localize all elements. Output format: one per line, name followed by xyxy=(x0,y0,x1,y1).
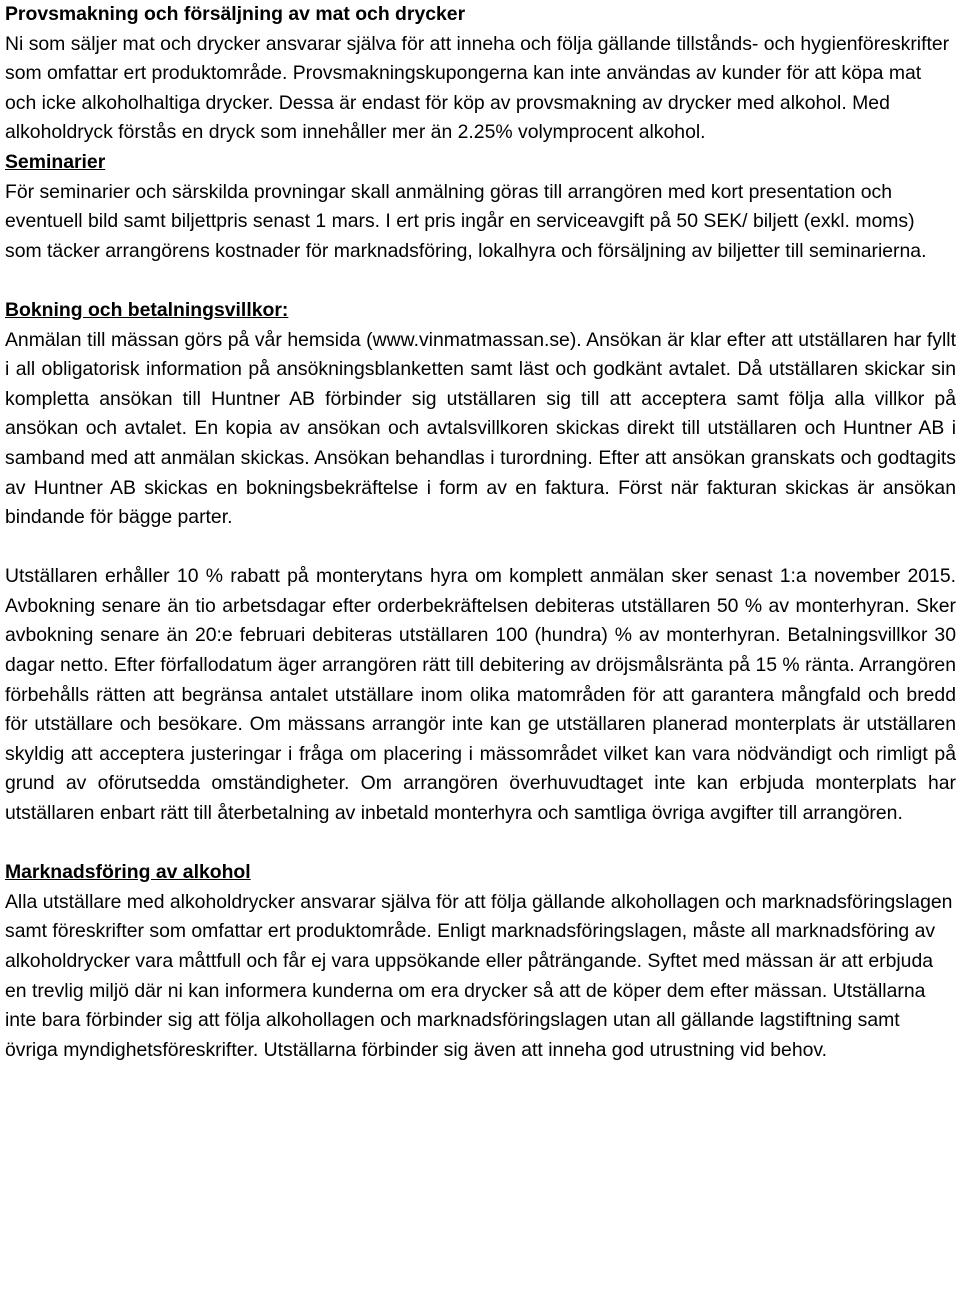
spacer xyxy=(5,829,956,859)
section-title-seminarier: Seminarier xyxy=(5,150,106,173)
section-title-marknadsforing: Marknadsföring av alkohol xyxy=(5,861,251,884)
paragraph-bokning-ansokan: Anmälan till mässan görs på vår hemsida (www.vinmatmassan.se). Ansökan är klar efter att utställaren har fyllt i all obligatorisk information på ansökningsblanketten samt läst och godkänt avtalet. Då utställaren skickar sin kompletta ansökan till Huntner AB förbinder sig utställaren sig till att acceptera samt följa alla villkor på ansökan och avtalet. En kopia av ansökan och avtalsvillkoren skickas direkt till utställaren och Huntner AB i samband med att anmälan skickas. Ansökan behandlas i turordning. Efter att ansökan granskats och godtagits av Huntner AB skickas en bokningsbekräftelse i form av en faktura. Först när fakturan skickas är ansökan bindande för bägge parter. xyxy=(5,328,956,529)
section-bokning xyxy=(5,296,956,829)
section-title-provsmakning: Provsmakning och försäljning av mat och drycker xyxy=(5,3,466,25)
spacer xyxy=(5,266,956,296)
section-title-bokning: Bokning och betalningsvillkor: xyxy=(5,298,289,321)
section-provsmakning xyxy=(5,0,956,148)
section-seminarier xyxy=(5,148,956,266)
paragraph-marknadsforing: Alla utställare med alkoholdrycker ansvarar själva för att följa gällande alkohollagen och marknadsföringslagen samt föreskrifter som omfattar ert produktområde. Enligt marknadsföringslagen, måste all marknadsföring av alkoholdrycker vara måttfull och får ej vara uppsökande eller påträngande. Syftet med mässan är att erbjuda en trevlig miljö där ni kan informera kunderna om era drycker så att de köper dem efter mässan. Utställarna inte bara förbinder sig att följa alkohollagen och marknadsföringslagen utan all gällande lagstiftning samt övriga myndighetsföreskrifter. Utställarna förbinder sig även att inneha god utrustning vid behov. xyxy=(5,890,953,1061)
spacer xyxy=(5,533,956,563)
paragraph-bokning-villkor: Utställaren erhåller 10 % rabatt på monterytans hyra om komplett anmälan sker senast 1:a november 2015. Avbokning senare än tio arbetsdagar efter orderbekräftelsen debiteras utställaren 50 % av monterhyran. Sker avbokning senare än 20:e februari debiteras utställaren 100 (hundra) % av monterhyran. Betalningsvillkor 30 dagar netto. Efter förfallodatum äger arrangören rätt till debitering av dröjsmålsränta på 15 % ränta. Arrangören förbehålls rätten att begränsa antalet utställare inom olika matområden för att garantera mångfald och bredd för utställare och besökare. Om mässans arrangör inte kan ge utställaren planerad monterplats är utställaren skyldig att acceptera justeringar i fråga om placering i mässområdet vilket kan vara nödvändigt och rimligt på grund av oförutsedda omständigheter. Om arrangören överhuvudtaget inte kan erbjuda monterplats har utställaren enbart rätt till återbetalning av inbetald monterhyra och samtliga övriga avgifter till arrangören. xyxy=(5,565,956,825)
paragraph-provsmakning: Ni som säljer mat och drycker ansvarar själva för att inneha och följa gällande tillstånds- och hygienföreskrifter som omfattar ert produktområde. Provsmakningskupongerna kan inte användas av kunder för att köpa mat och icke alkoholhaltiga drycker. Dessa är endast för köp av provsmakning av drycker med alkohol. Med alkoholdryck förstås en dryck som innehåller mer än 2.25% volymprocent alkohol. xyxy=(5,32,950,144)
paragraph-seminarier: För seminarier och särskilda provningar skall anmälning göras till arrangören med kort presentation och eventuell bild samt biljettpris senast 1 mars. I ert pris ingår en serviceavgift på 50 SEK/ biljett (exkl. moms) som täcker arrangörens kostnader för marknadsföring, lokalhyra och försäljning av biljetter till seminarierna. xyxy=(5,180,927,262)
section-marknadsforing xyxy=(5,858,956,1065)
